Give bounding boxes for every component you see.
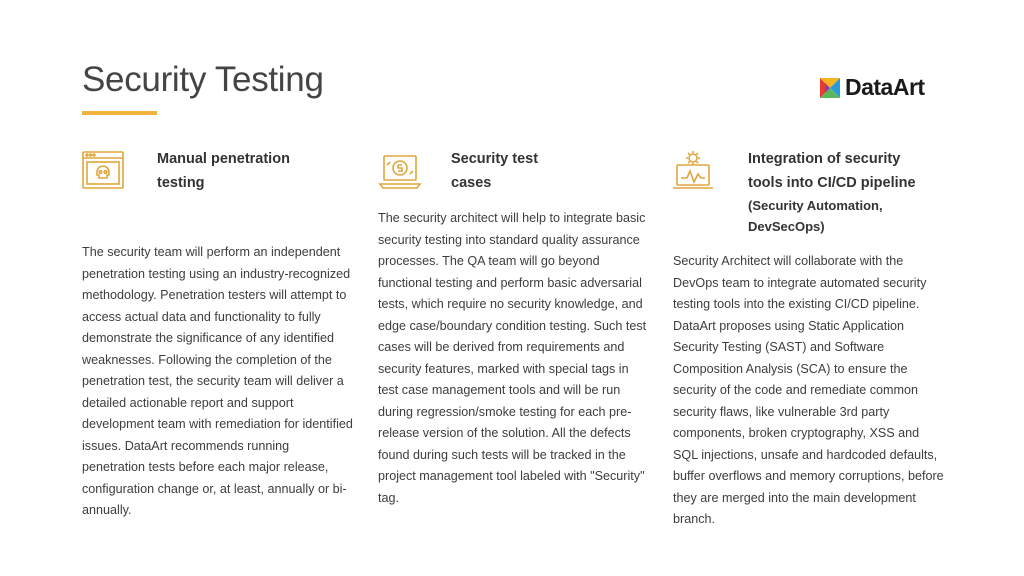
heading-line-2: cases xyxy=(451,175,492,191)
column-body: The security team will perform an independent penetration testing using an industry-recognized methodology. Penetration testers will attempt to access actual data and functionality to fully demonstrate the significance of any identified weaknesses. Following the completion of the penetration test, the security team will deliver a detailed actionable report and support development team with remediation for identified issues. DataArt recommends running penetration tests before each major release, configuration change or, at least, annually or bi-annually. xyxy=(82,245,353,517)
heading-subtitle: (Security Automation, DevSecOps) xyxy=(748,198,883,234)
gear-laptop-icon xyxy=(671,148,715,192)
heading-line-2: testing xyxy=(157,175,205,191)
column-heading xyxy=(748,147,948,237)
column-body: The security architect will help to integrate basic security testing into standard quality assurance processes. The QA team will go beyond functional testing and perform basic adversarial tests, which require no security knowledge, and edge case/boundary condition testing. Such test cases will be derived from requirements and security features, marked with special tags in test case management tools and will be run during regression/smoke testing for each pre-release version of the solution. All the defects found during such tests will be tracked in the project management tool labeled with "Security" tag. xyxy=(378,211,647,505)
title-underline xyxy=(82,111,157,115)
heading-line-1: Integration of security xyxy=(748,151,901,167)
column-heading xyxy=(451,147,621,195)
heading-line-1: Manual penetration xyxy=(157,151,290,167)
company-logo xyxy=(820,74,925,101)
laptop-security-icon xyxy=(378,150,422,194)
skull-window-icon xyxy=(81,148,125,192)
column-body: Security Architect will collaborate with the DevOps team to integrate automated security testing tools into the existing CI/CD pipeline. DataArt proposes using Static Application Security Testing (SAST) and Software Composition Analysis (SCA) to ensure the security of the code and remediate common security flaws, like vulnerable 3rd party components, broken cryptography, XSS and SQL injections, unsafe and hardcoded defaults, buffer overflows and memory corruptions, before they are merged into the main development branch. xyxy=(673,254,944,526)
heading-line-2: tools into CI/CD pipeline xyxy=(748,175,916,191)
heading-line-1: Security test xyxy=(451,151,539,167)
logo-text: DataArt xyxy=(845,74,925,100)
column-heading xyxy=(157,147,327,195)
page-title: Security Testing xyxy=(82,60,324,99)
dataart-logo-mark-icon xyxy=(820,78,840,98)
